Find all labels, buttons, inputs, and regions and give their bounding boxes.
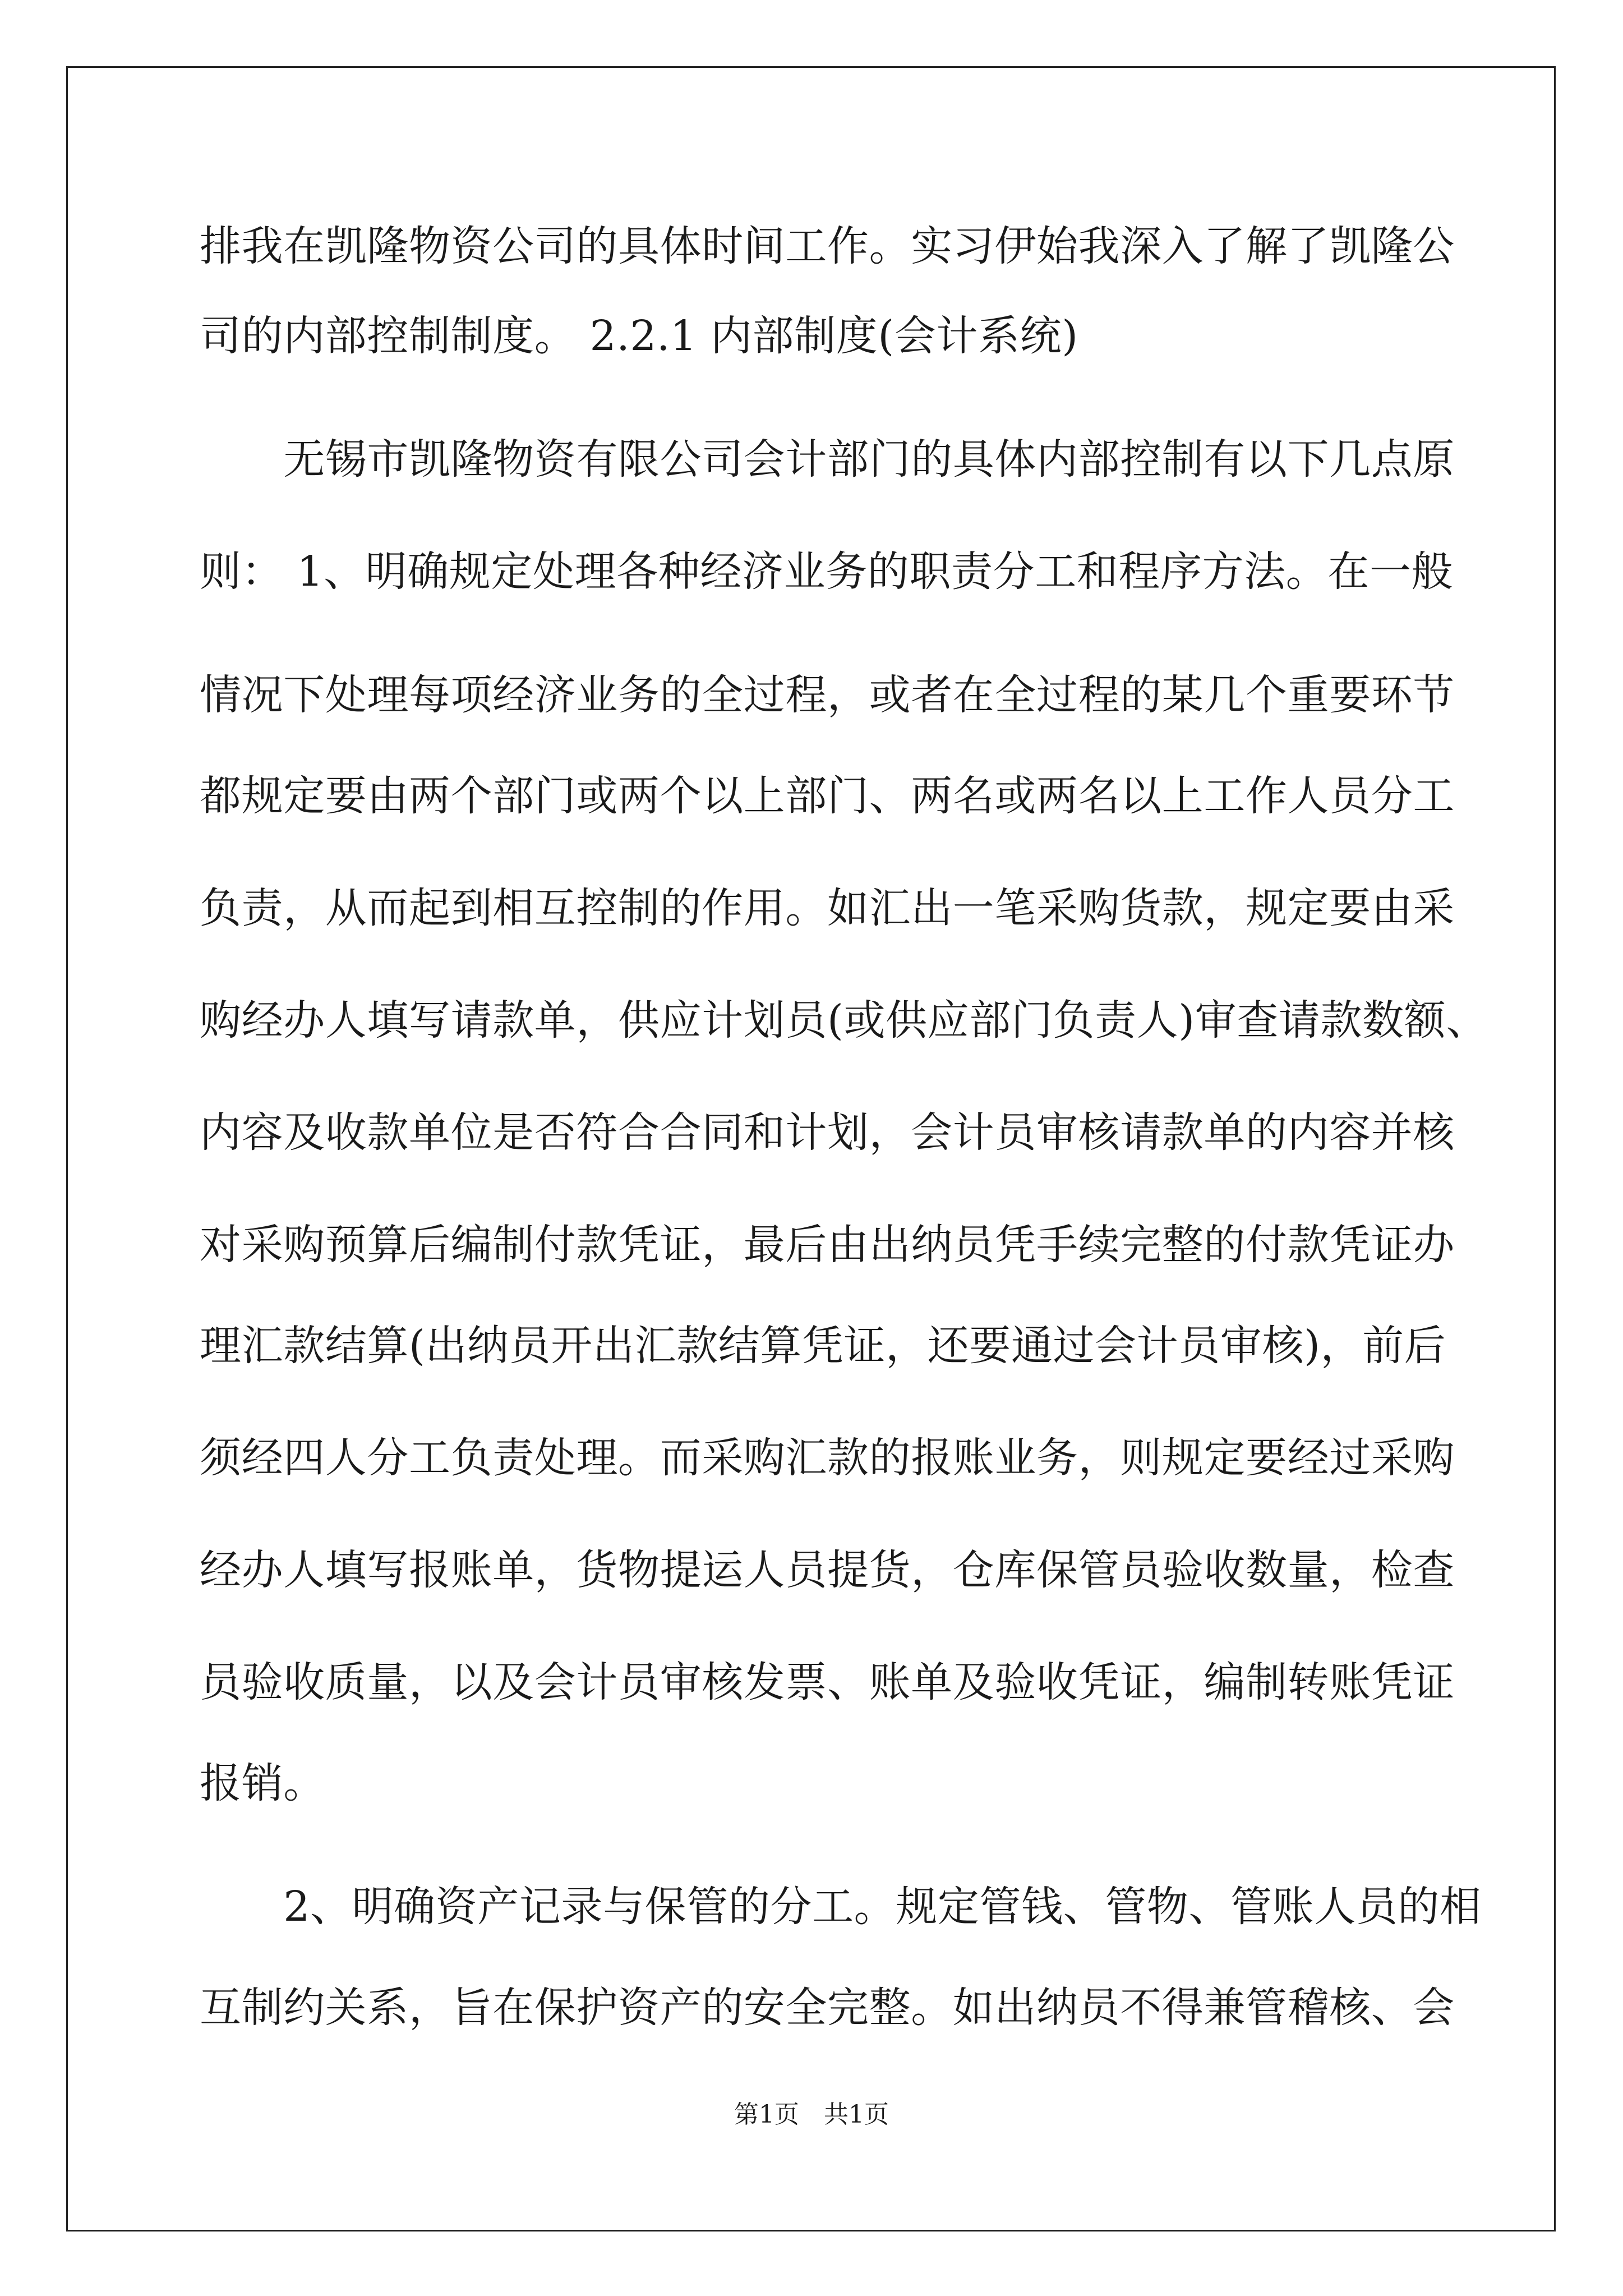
- text-line: 排我在凯隆物资公司的具体时间工作。实习伊始我深入了解了凯隆公: [200, 222, 1455, 270]
- text-line: 互制约关系，旨在保护资产的安全完整。如出纳员不得兼管稽核、会: [200, 1984, 1455, 2032]
- text-line: 经办人填写报账单，货物提运人员提货，仓库保管员验收数量，检查: [200, 1546, 1455, 1594]
- text-line: 员验收质量，以及会计员审核发票、账单及验收凭证，编制转账凭证: [200, 1658, 1455, 1706]
- text-line: 司的内部控制制度。 2.2.1 内部制度(会计系统): [200, 312, 1078, 360]
- text-line: 情况下处理每项经济业务的全过程，或者在全过程的某几个重要环节: [200, 671, 1455, 719]
- text-line: 须经四人分工负责处理。而采购汇款的报账业务，则规定要经过采购: [200, 1434, 1455, 1482]
- text-line: 则： 1、明确规定处理各种经济业务的职责分工和程序方法。在一般: [200, 547, 1454, 596]
- text-line: 都规定要由两个部门或两个以上部门、两名或两名以上工作人员分工: [200, 772, 1455, 820]
- page-number: 第1页 共1页: [734, 2100, 889, 2129]
- text-line: 无锡市凯隆物资有限公司会计部门的具体内部控制有以下几点原: [200, 435, 1455, 484]
- text-line: 负责，从而起到相互控制的作用。如汇出一笔采购货款，规定要由采: [200, 884, 1455, 932]
- text-line: 2、明确资产记录与保管的分工。规定管钱、管物、管账人员的相: [200, 1883, 1482, 1931]
- text-line: 理汇款结算(出纳员开出汇款结算凭证，还要通过会计员审核)，前后: [200, 1322, 1446, 1370]
- text-line: 内容及收款单位是否符合合同和计划，会计员审核请款单的内容并核: [200, 1108, 1455, 1157]
- text-line: 对采购预算后编制付款凭证，最后由出纳员凭手续完整的付款凭证办: [200, 1221, 1455, 1269]
- text-line: 报销。: [200, 1759, 325, 1807]
- text-line: 购经办人填写请款单，供应计划员(或供应部门负责人)审查请款数额、: [200, 996, 1488, 1045]
